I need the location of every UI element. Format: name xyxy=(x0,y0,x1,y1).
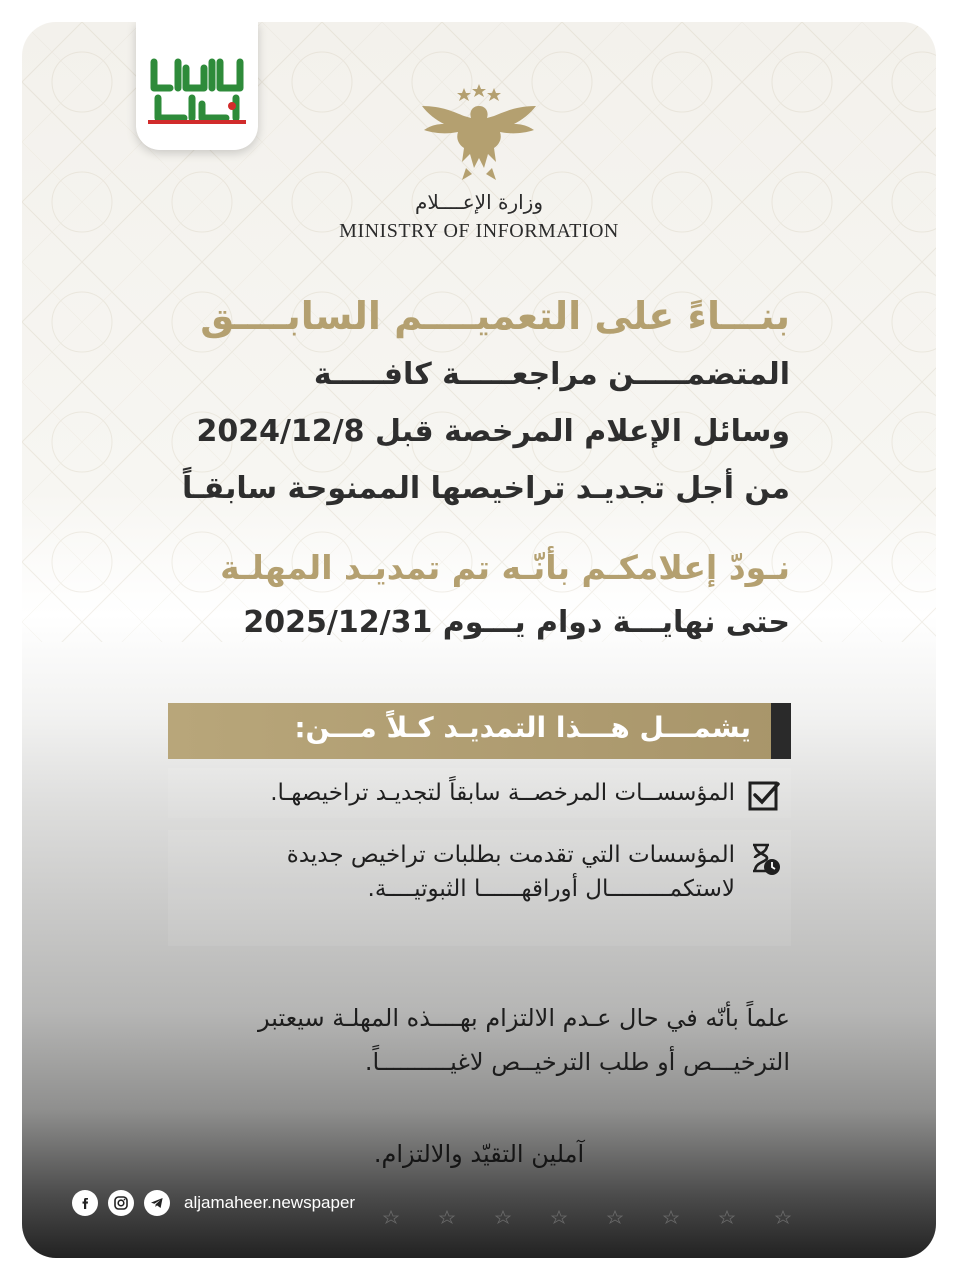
intro-heading: بنـــاءً على التعميــــم السابــــق xyxy=(200,294,790,338)
social-handle[interactable]: aljamaheer.newspaper xyxy=(184,1193,356,1212)
warning-note-line-2: الترخيـــص أو طلب الترخيــص لاغيــــــــــاً. xyxy=(364,1048,790,1076)
eagle-emblem-icon xyxy=(414,84,544,184)
intro-line-3: من أجل تجديـد تراخيصها الممنوحة سابقـاً xyxy=(181,471,790,506)
facebook-icon[interactable] xyxy=(72,1190,98,1216)
newspaper-logo xyxy=(136,22,258,150)
checkbox-checked-icon xyxy=(747,778,781,812)
footer-social xyxy=(72,1188,355,1218)
jamaheer-logo-icon xyxy=(144,54,250,126)
closing-line: آملين التقيّد والالتزام. xyxy=(373,1140,585,1168)
scope-title-band xyxy=(168,703,791,759)
ministry-arabic-name: وزارة الإعــــلام xyxy=(414,190,544,214)
scope-title: يشمـــل هـــذا التمديـد كـلاً مـــن: xyxy=(294,711,751,744)
scope-item-2-text: المؤسسات التي تقدمت بطلبات تراخيص جديدة لاستكمـــــــــال أوراقهــــــا الثبوتيــــة. xyxy=(286,842,735,902)
star-border-decoration xyxy=(382,1210,802,1224)
intro-line-2: وسائل الإعلام المرخصة قبل 2024/12/8 xyxy=(196,414,790,449)
band-accent-bar xyxy=(771,703,791,759)
scope-item-2 xyxy=(168,830,791,946)
intro-line-1: المتضمـــــن مراجعـــــة كافـــــة xyxy=(313,357,790,392)
warning-note xyxy=(150,996,790,1084)
scope-item-1 xyxy=(168,768,791,818)
scope-item-1-text: المؤسســات المرخصــة سابقاً لتجديـد تراخيصهـا. xyxy=(270,780,735,806)
warning-note-line-1: علماً بأنّه في حال عـدم الالتزام بهــــذه المهلـة سيعتبر xyxy=(257,1004,790,1032)
announcement-card xyxy=(22,22,936,1258)
hourglass-clock-icon xyxy=(747,842,781,876)
instagram-icon[interactable] xyxy=(108,1190,134,1216)
deadline-line: حتى نهايـــة دوام يـــوم 2025/12/31 xyxy=(243,605,790,640)
extension-heading: نـودّ إعلامكـم بأنّـه تم تمديـد المهلـة xyxy=(220,548,790,587)
telegram-icon[interactable] xyxy=(144,1190,170,1216)
ministry-english-name: MINISTRY OF INFORMATION xyxy=(339,220,619,242)
